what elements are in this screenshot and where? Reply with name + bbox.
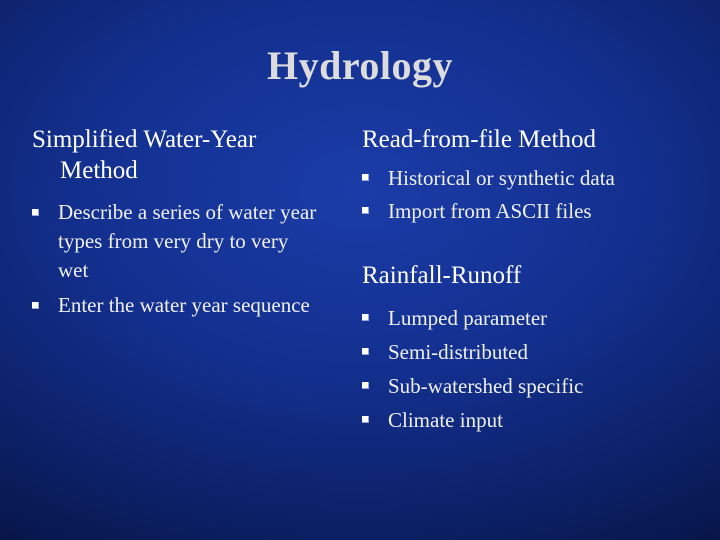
- read-from-file-heading: Read-from-file Method: [362, 126, 596, 153]
- list-item: [362, 339, 692, 365]
- slide-title: Hydrology: [266, 43, 453, 88]
- list-item-text: Import from ASCII files: [388, 199, 592, 223]
- square-bullet-icon: [362, 174, 369, 181]
- square-bullet-icon: [32, 209, 39, 216]
- list-item: [362, 198, 692, 224]
- list-item: [32, 291, 322, 320]
- list-item-text: Sub-watershed specific: [388, 374, 584, 398]
- left-column-heading: [32, 124, 322, 186]
- left-bullet-list: [32, 198, 322, 320]
- list-item: [362, 373, 692, 399]
- list-item: [32, 198, 322, 285]
- square-bullet-icon: [362, 382, 369, 389]
- list-item-text: Describe a series of water year types from very dry to very wet: [58, 200, 317, 282]
- list-item-text: Historical or synthetic data: [388, 166, 615, 190]
- list-item: [362, 165, 692, 191]
- list-item-text: Enter the water year sequence: [58, 293, 310, 317]
- square-bullet-icon: [362, 207, 369, 214]
- right-column: [362, 124, 692, 441]
- left-heading-line1: Simplified Water-Year: [32, 126, 257, 153]
- square-bullet-icon: [362, 416, 369, 423]
- rainfall-runoff-heading: Rainfall-Runoff: [362, 262, 522, 289]
- list-item: [362, 407, 692, 433]
- list-item: [362, 305, 692, 331]
- list-item-text: Climate input: [388, 408, 503, 432]
- square-bullet-icon: [362, 314, 369, 321]
- square-bullet-icon: [362, 348, 369, 355]
- rainfall-runoff-list: [362, 305, 692, 433]
- read-from-file-list: [362, 165, 692, 224]
- left-column: [32, 124, 322, 326]
- left-heading-line2: Method: [60, 157, 138, 184]
- list-item-text: Semi-distributed: [388, 340, 528, 364]
- list-item-text: Lumped parameter: [388, 306, 548, 330]
- square-bullet-icon: [32, 302, 39, 309]
